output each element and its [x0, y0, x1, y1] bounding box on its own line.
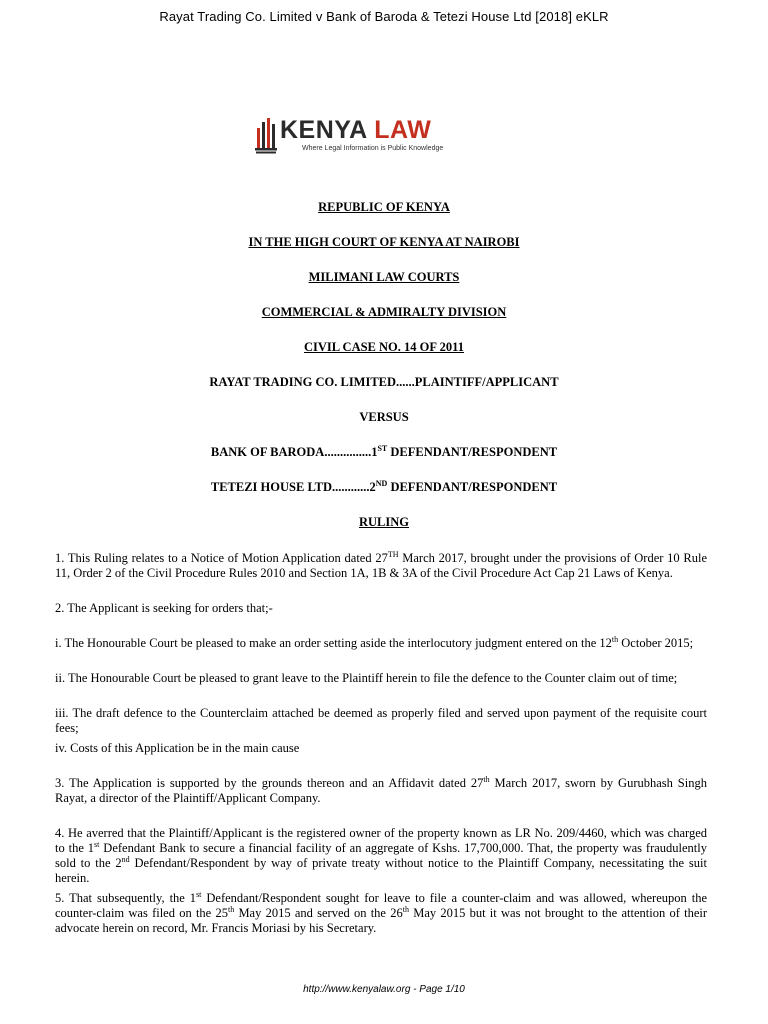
paragraph-order-i: i. The Honourable Court be pleased to make an order setting aside the interlocutory judgment entered on the 12th October 2015;	[55, 634, 694, 650]
heading-law-courts: MILIMANI LAW COURTS	[308, 270, 460, 284]
paragraph-4: 4. He averred that the Plaintiff/Applicant is the registered owner of the property known as LR No. 209/4460, which was charged to the 1st Defendant Bank to secure a financial facility of an aggregate of Kshs. 17,700,000. That, the property was fraudulently sold to the 2nd Defendant/Respondent by way of private treaty without notice to the Plaintiff Company, necessitating the suit herein.	[55, 826, 707, 885]
logo-kenya: KENYA	[280, 116, 375, 144]
logo-tagline: Where Legal Information is Public Knowledge	[302, 145, 444, 152]
heading-republic: REPUBLIC OF KENYA	[318, 200, 450, 214]
heading-versus: VERSUS	[359, 410, 409, 424]
logo-wordmark	[280, 115, 431, 145]
paragraph-3: 3. The Application is supported by the grounds thereon and an Affidavit dated 27th March 2017, sworn by Gurubhash Singh Rayat, a director of the Plaintiff/Applicant Company.	[55, 774, 707, 805]
paragraph-order-iii: iii. The draft defence to the Counterclaim attached be deemed as properly filed and served upon payment of the requisite court fees;	[55, 706, 707, 735]
page-footer: http://www.kenyalaw.org - Page 1/10	[303, 984, 465, 995]
heading-case-number: CIVIL CASE NO. 14 OF 2011	[304, 340, 464, 354]
heading-division: COMMERCIAL & ADMIRALTY DIVISION	[261, 305, 507, 319]
heading-second-defendant: TETEZI HOUSE LTD............2ND DEFENDANT/RESPONDENT	[210, 478, 558, 494]
running-header-title: Rayat Trading Co. Limited v Bank of Baroda & Tetezi House Ltd [2018] eKLR	[159, 9, 609, 24]
logo-law: LAW	[374, 116, 432, 144]
heading-first-defendant: BANK OF BARODA...............1ST DEFENDANT/RESPONDENT	[210, 443, 558, 459]
paragraph-order-iv: iv. Costs of this Application be in the main cause	[55, 741, 300, 755]
heading-court: IN THE HIGH COURT OF KENYA AT NAIROBI	[248, 235, 520, 249]
paragraph-2: 2. The Applicant is seeking for orders that;-	[55, 601, 273, 615]
paragraph-order-ii: ii. The Honourable Court be pleased to grant leave to the Plaintiff herein to file the defence to the Counter claim out of time;	[55, 671, 678, 685]
kenya-law-logo	[255, 113, 470, 161]
paragraph-1: 1. This Ruling relates to a Notice of Motion Application dated 27TH March 2017, brought under the provisions of Order 10 Rule 11, Order 2 of the Civil Procedure Rules 2010 and Section 1A, 1B & 3A of the Civil Procedure Act Cap 21 Laws of Kenya.	[55, 549, 708, 580]
heading-plaintiff: RAYAT TRADING CO. LIMITED......PLAINTIFF/APPLICANT	[209, 375, 559, 389]
law-columns-icon	[255, 116, 277, 156]
paragraph-5: 5. That subsequently, the 1st Defendant/Respondent sought for leave to file a counter-claim and was allowed, whereupon the counter-claim was filed on the 25th May 2015 and served on the 26th May 2015 but it was not brought to the attention of their advocate herein on record, Mr. Francis Moriasi by his Secretary.	[55, 889, 708, 935]
heading-ruling: RULING	[358, 515, 409, 529]
